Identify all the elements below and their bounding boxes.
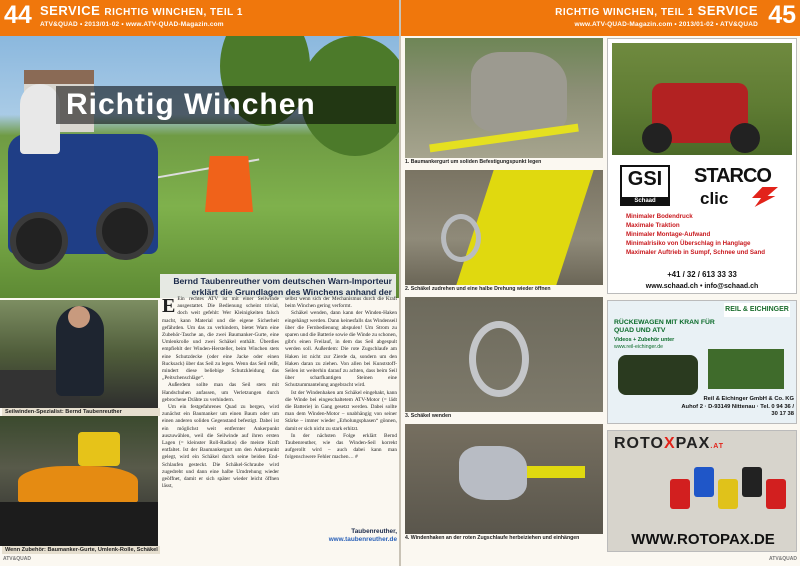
- fuel-can: [670, 479, 690, 509]
- hero-photo: [0, 36, 399, 298]
- fuel-can: [742, 467, 762, 497]
- rotopax-logo: [614, 435, 724, 453]
- ad-url[interactable]: www.reil-eichinger.de: [614, 344, 664, 350]
- logo-part: PAX: [675, 435, 711, 452]
- wheel-shape: [730, 123, 760, 153]
- logo-x: X: [663, 435, 676, 452]
- ad-benefits: [612, 212, 792, 257]
- clic-logo: clic: [700, 189, 729, 208]
- step-photo-4: [405, 424, 603, 534]
- paragraph: selbst wenn sich der Mechanismus durch die Kraft beim Winchen gering verformt.: [285, 296, 397, 310]
- trailer-shape: [708, 349, 784, 389]
- winch-blanket: [205, 156, 253, 212]
- strap-shape: [18, 466, 138, 504]
- header-meta: ATV&QUAD • 2013/01-02 • www.ATV-QUAD-Magazin.com: [40, 21, 224, 28]
- section-title: [40, 3, 243, 18]
- section-label: SERVICE: [40, 3, 101, 18]
- header-meta: www.ATV-QUAD-Magazin.com • 2013/01-02 • ATV&QUAD: [574, 21, 758, 28]
- rider-shape: [20, 84, 60, 154]
- section-title: [555, 3, 758, 18]
- paragraph: Um ein festgefahrenes Quad zu bergen, wird zunächst ein Baumanker um einen Baum oder um einen anderen soliden Gegenstand befestigt. Dabei ist ein möglichst weit entfernter Ankerpunkt auszuwählen, weil die Seilwinde auf ihren ersten Lagen (= kleinster Roll-Radius) die meiste Kraft entfaltet. Ist der Baumankergurt um den Ankerpunkt gelegt, wird ein Schäkel durch seine beiden End-Schlaufen gesteckt. Die Schäkel-Schraube wird zugedreht und dann eine halbe Umdrehung wieder geöffnet, damit er sich später wieder leicht öffnen lässt,: [162, 404, 279, 490]
- step-photo-2: [405, 170, 603, 285]
- fuel-can: [718, 479, 738, 509]
- logo-part: ROTO: [614, 435, 664, 452]
- ad-address: [678, 396, 794, 419]
- author-url[interactable]: www.taubenreuther.de: [328, 536, 397, 543]
- fuel-can: [766, 479, 786, 509]
- ad-schaad[interactable]: [607, 38, 797, 294]
- step-caption: 3. Schäkel wenden: [405, 413, 452, 419]
- ad-brand: REIL & EICHINGER: [724, 303, 790, 317]
- step-caption: 2. Schäkel zudrehen und eine halbe Drehung wieder öffnen: [405, 286, 551, 292]
- fuel-can: [694, 467, 714, 497]
- ad-url[interactable]: WWW.ROTOPAX.DE: [631, 531, 775, 548]
- subsection-label: RICHTIG WINCHEN, TEIL 1: [104, 7, 243, 18]
- page-number: 44: [4, 1, 32, 29]
- ad-rotopax[interactable]: [607, 430, 797, 552]
- benefit-item: Minimalrisiko von Überschlag in Hanglage: [626, 240, 751, 247]
- photo-caption: Seilwinden-Spezialist: Bernd Taubenreuther: [2, 408, 160, 416]
- lead-text: Bernd Taubenreuther vom deutschen Warn-Importeur erklärt die Grundlagen des Winchens anhand der: [173, 276, 392, 297]
- fuel-cans: [670, 459, 790, 519]
- gsi-logo-sub: Schaad: [620, 197, 670, 206]
- ad-web[interactable]: www.schaad.ch • info@schaad.ch: [645, 283, 759, 290]
- right-header: [401, 0, 800, 36]
- step-photo-1: [405, 38, 603, 158]
- quad-body: [0, 502, 158, 546]
- left-header: [0, 0, 399, 36]
- paragraph: Schäkel wenden, dann kann der Winden-Haken eingehängt werden. Dann keinesfalls das Windenseil über die Fernbedienung abspulen! Um Strom zu sparen und die Batterie sowie die Winde zu schonen, gibt's einen Freilauf, in dem das Seil abgespult werden soll. Außerdem: Die rote Zugschlaufe am Haken ist nicht zur Zierde da, sondern um den Haken daran zu ziehen. Von allen bei Kunststoff-Seilen ist weiterhin darauf zu achten, dass beim Seil über scharfkantigen Steinen eine Schutzummantelung angebracht wird.: [285, 310, 397, 389]
- subsection-label: RICHTIG WINCHEN, TEIL 1: [555, 7, 694, 18]
- wheel-shape: [96, 202, 154, 260]
- right-page: [401, 0, 800, 566]
- shackle-shape: [441, 214, 481, 262]
- page-footer: ATV&QUAD: [3, 556, 31, 562]
- drop-cap: E: [162, 295, 176, 317]
- paragraph: In der nächsten Folge erklärt Bernd Taubenreuther, wie das Winden-Seil korrekt aufgerollt wird – auch dabei kann man folgenschwere Fehler machen… #: [285, 432, 397, 461]
- atv-shape: [618, 355, 698, 395]
- address-line: Reil & Eichinger GmbH & Co. KG: [703, 396, 794, 402]
- photo-accessories: [0, 416, 158, 546]
- lead-box: [160, 274, 396, 298]
- left-page: [0, 0, 399, 566]
- step-caption: 4. Windenhaken an der roten Zugschlaufe herbeiziehen und einhängen: [405, 535, 580, 541]
- starco-logo: STARCO: [694, 165, 771, 187]
- author-signature: [285, 528, 397, 544]
- ad-logos: [612, 159, 792, 209]
- paragraph: Ein rechtes ATV ist mit einer Seilwinde ausgestattet. Die Bedienung scheint trivial, doch weit gefehlt: Wer Kleinigkeiten falsch macht, kann Material und die eigene Sicherheit gefährden. Um das zu verhindern, bietet Warn eine Zubehör-Tasche an, die zwei Baumanker-Gurte, eine Umlenkrolle und zwei Schäkel enthält. Überdies empfiehlt der Winden-Hersteller, beim Winchen stets eine Schutzdecke (oder eine Jacke oder einen Rucksack) über das Seil zu legen. Wenn das Seil reißt, mindert diese beliebige Schutzkleidung das „Peitschenschläge“.: [162, 296, 279, 382]
- paragraph: Ist der Windenhaken am Schäkel eingehakt, kann die Winde bei eingeschaltetem ATV-Motor (= lädt die Batterie) in Gang gesetzt werden. Dabei sollte man dem Winden-Motor – unabhängig von seiner Stärke – immer wieder „Erholungsphasen“ gönnen, damit er sich nicht zu stark erhitzt.: [285, 389, 397, 432]
- ad-reil-eichinger[interactable]: [607, 300, 797, 424]
- benefit-item: Minimaler Montage-Aufwand: [626, 231, 711, 238]
- head-shape: [68, 306, 90, 328]
- ad-tagline: Videos + Zubehör unter: [614, 337, 675, 343]
- benefit-item: Maximale Traktion: [626, 222, 680, 229]
- wheel-shape: [642, 123, 672, 153]
- photo-specialist: [0, 300, 158, 408]
- body-column-1: [162, 296, 279, 490]
- ad-headline: RÜCKEWAGEN MIT KRAN FÜR QUAD UND ATV: [614, 319, 715, 334]
- wheel-shape: [10, 212, 68, 270]
- gsi-logo: GSI: [620, 165, 670, 199]
- article-title-box: [56, 86, 396, 124]
- article-title: Richtig Winchen: [66, 88, 316, 121]
- author-name: Taubenreuther,: [351, 528, 397, 535]
- page-number: 45: [768, 1, 796, 29]
- benefit-item: Minimaler Bodendruck: [626, 213, 693, 220]
- shackle-shape: [469, 321, 529, 397]
- logo-suffix: .AT: [710, 443, 725, 450]
- glove-shape: [459, 446, 527, 500]
- paragraph: Außerdem sollte man das Seil stets mit Handschuhen anfassen, um Verletzungen durch gebrochene Drähte zu verhindern.: [162, 382, 279, 403]
- lightning-icon: [752, 187, 778, 207]
- ad-phone: +41 / 32 / 613 33 33: [667, 270, 737, 279]
- benefit-item: Maximaler Auftrieb in Sumpf, Schnee und Sand: [626, 249, 766, 256]
- rock-shape: [471, 52, 567, 132]
- address-line: Auhof 2 · D-93149 Nittenau · Tel. 0 94 36 / 30 17 38: [681, 403, 794, 418]
- page-footer: ATV&QUAD: [769, 556, 797, 562]
- step-caption: 1. Baumankergurt um soliden Befestigungspunkt legen: [405, 159, 542, 165]
- ad-photo: [612, 43, 792, 155]
- photo-caption: Wenn Zubehör: Baumanker-Gurte, Umlenk-Rolle, Schäkel: [2, 546, 160, 554]
- body-column-2: [285, 296, 397, 462]
- step-photo-3: [405, 297, 603, 412]
- bag-shape: [78, 432, 120, 466]
- section-label: SERVICE: [697, 3, 758, 18]
